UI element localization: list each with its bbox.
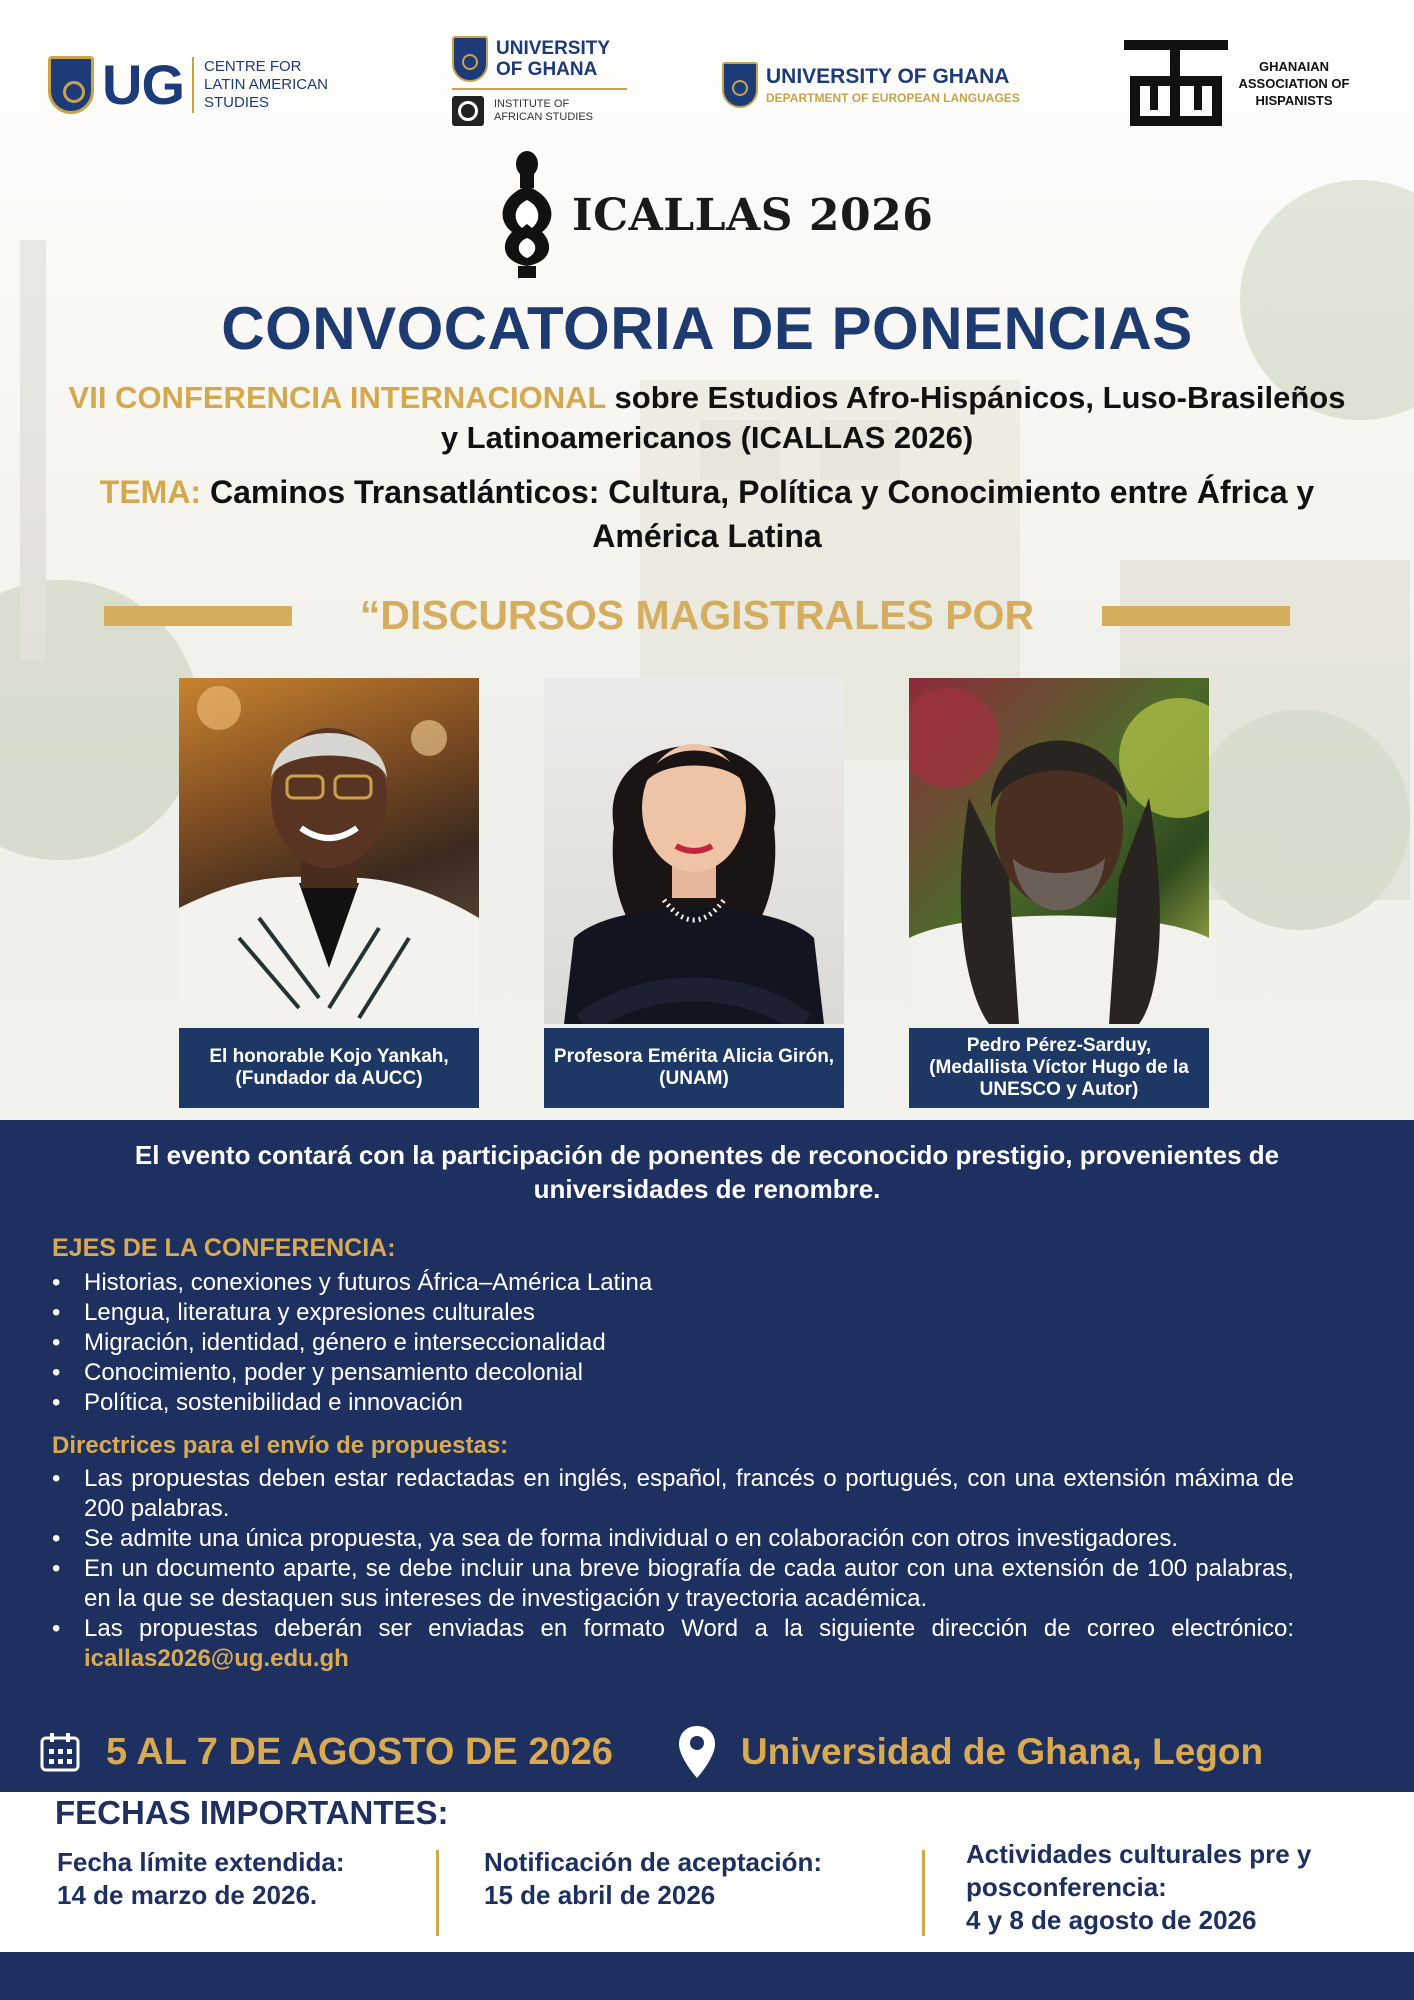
gah-symbol-icon bbox=[1122, 38, 1230, 128]
list-item: • En un documento aparte, se debe incluir una breve biografía de cada autor con una extensión de 100 palabras, en la que se destaquen sus intereses de investigación y trayectoria académica. bbox=[52, 1554, 1294, 1614]
event-info-row bbox=[40, 1722, 1380, 1782]
ug-crest-icon bbox=[452, 36, 488, 82]
ug-crest-icon bbox=[722, 62, 758, 108]
submission-email-link[interactable]: icallas2026@ug.edu.gh bbox=[84, 1645, 349, 1672]
icallas-logo bbox=[492, 150, 933, 280]
cultural-block bbox=[966, 1838, 1376, 1937]
tema-label: TEMA: bbox=[99, 474, 202, 510]
ias-institute-name: INSTITUTE OF AFRICAN STUDIES bbox=[494, 98, 594, 123]
list-item: • Política, sostenibilidad e innovación bbox=[52, 1388, 652, 1418]
tema-line bbox=[60, 470, 1354, 558]
ejes-heading: EJES DE LA CONFERENCIA: bbox=[52, 1234, 396, 1262]
event-dates: 5 AL 7 DE AGOSTO DE 2026 bbox=[106, 1730, 613, 1773]
dates-divider bbox=[922, 1850, 925, 1936]
page-title: CONVOCATORIA DE PONENCIAS bbox=[221, 295, 1193, 362]
speaker-card bbox=[544, 678, 844, 1108]
keynote-bar-left bbox=[104, 606, 292, 626]
speaker-photo bbox=[179, 678, 479, 1024]
location-pin-icon bbox=[677, 1724, 717, 1780]
notification-label: Notificación de aceptación: bbox=[484, 1847, 823, 1877]
cultural-value: 4 y 8 de agosto de 2026 bbox=[966, 1905, 1257, 1935]
del-university-name: UNIVERSITY OF GHANA bbox=[766, 65, 1010, 88]
ug-ias-logo bbox=[452, 36, 636, 126]
conference-line bbox=[60, 378, 1354, 458]
ug-del-logo bbox=[722, 62, 1020, 108]
list-item: • Se admite una única propuesta, ya sea de forma individual o en colaboración con otros investigadores. bbox=[52, 1524, 1294, 1554]
intro-text: El evento contará con la participación de ponentes de reconocido prestigio, provenientes de universidades de renombre. bbox=[134, 1140, 1280, 1204]
submission-instruction: Las propuestas deberán ser enviadas en formato Word a la siguiente dirección de correo electrónico: bbox=[84, 1615, 1294, 1642]
cultural-label: Actividades culturales pre y posconferencia: bbox=[966, 1839, 1312, 1902]
list-item: • Migración, identidad, género e interseccionalidad bbox=[52, 1328, 652, 1358]
directrices-list bbox=[52, 1464, 1294, 1674]
speaker-card bbox=[179, 678, 479, 1108]
calendar-icon bbox=[40, 1732, 80, 1772]
deadline-block bbox=[57, 1846, 427, 1912]
deadline-value: 14 de marzo de 2026. bbox=[57, 1880, 318, 1910]
ug-letters: UG bbox=[102, 53, 184, 116]
speaker-photo bbox=[544, 678, 844, 1024]
ug-clas-name: CENTRE FOR LATIN AMERICAN STUDIES bbox=[204, 57, 328, 111]
ias-symbol-icon bbox=[452, 96, 484, 126]
event-venue: Universidad de Ghana, Legon bbox=[740, 1731, 1264, 1772]
keynote-title: “DISCURSOS MAGISTRALES POR bbox=[359, 592, 1035, 638]
footer-band bbox=[0, 1952, 1414, 2000]
important-dates-heading: FECHAS IMPORTANTES: bbox=[55, 1794, 449, 1831]
tema-text: Caminos Transatlánticos: Cultura, Política y Conocimiento entre África y América Latina bbox=[209, 474, 1315, 554]
keynote-bar-right bbox=[1102, 606, 1290, 626]
notification-block bbox=[484, 1846, 904, 1912]
dates-divider bbox=[436, 1850, 439, 1936]
deadline-label: Fecha límite extendida: bbox=[57, 1847, 345, 1877]
gah-logo bbox=[1122, 38, 1354, 128]
directrices-heading: Directrices para el envío de propuestas: bbox=[52, 1432, 509, 1459]
ejes-list bbox=[52, 1268, 652, 1418]
speaker-card bbox=[909, 678, 1209, 1108]
list-item: • Historias, conexiones y futuros África–América Latina bbox=[52, 1268, 652, 1298]
speaker-caption: El honorable Kojo Yankah, (Fundador da AUCC) bbox=[179, 1028, 479, 1108]
list-item: • Lengua, literatura y expresiones culturales bbox=[52, 1298, 652, 1328]
conference-highlight: VII CONFERENCIA INTERNACIONAL bbox=[68, 380, 606, 415]
notification-value: 15 de abril de 2026 bbox=[484, 1880, 716, 1910]
logo-divider bbox=[452, 88, 627, 90]
speaker-caption: Profesora Emérita Alicia Girón, (UNAM) bbox=[544, 1028, 844, 1108]
conference-description: sobre Estudios Afro-Hispánicos, Luso-Brasileños y Latinoamericanos (ICALLAS 2026) bbox=[440, 380, 1346, 455]
gah-name: GHANAIAN ASSOCIATION OF HISPANISTS bbox=[1238, 58, 1350, 108]
ug-clas-logo bbox=[48, 52, 344, 117]
del-department-name: DEPARTMENT OF EUROPEAN LANGUAGES bbox=[766, 91, 1020, 105]
ias-university-name: UNIVERSITY OF GHANA bbox=[496, 38, 610, 80]
icallas-wordmark: ICALLAS 2026 bbox=[572, 189, 934, 241]
list-item: • Las propuestas deben estar redactadas en inglés, español, francés o portugués, con una extensión máxima de 200 palabras. bbox=[52, 1464, 1294, 1524]
speaker-caption: Pedro Pérez-Sarduy, (Medallista Víctor Hugo de la UNESCO y Autor) bbox=[909, 1028, 1209, 1108]
keynote-heading bbox=[104, 592, 1290, 639]
list-item: • Conocimiento, poder y pensamiento decolonial bbox=[52, 1358, 652, 1388]
list-item bbox=[52, 1614, 1294, 1674]
speaker-photo bbox=[909, 678, 1209, 1024]
ug-crest-icon bbox=[48, 56, 94, 114]
adinkra-symbol-icon bbox=[492, 150, 562, 280]
logo-divider bbox=[192, 57, 194, 113]
